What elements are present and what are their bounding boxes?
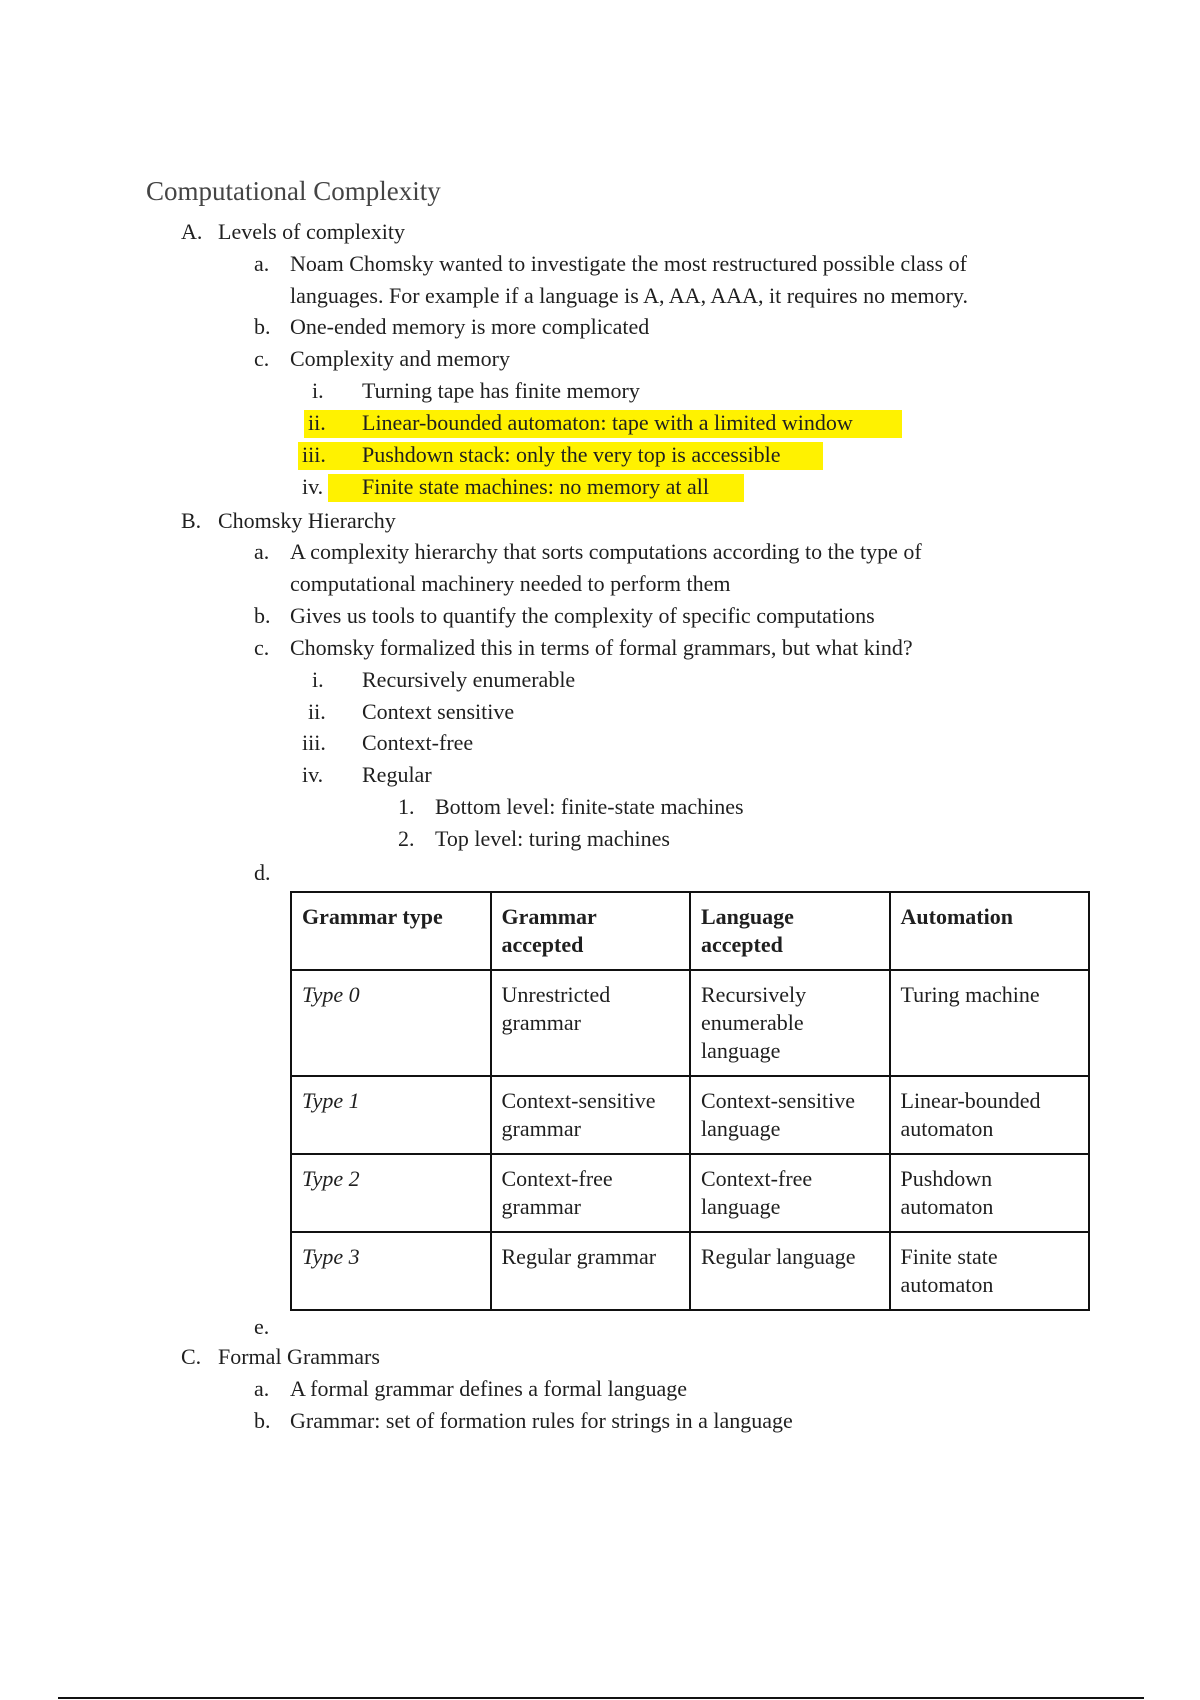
item-marker: ii.	[308, 699, 326, 724]
table-cell: Recursively enumerable language	[690, 970, 890, 1076]
table-cell: Context-sensitive grammar	[491, 1076, 691, 1154]
item-marker: c.	[254, 346, 270, 371]
item-marker: e.	[254, 1314, 270, 1339]
item-marker: 1.	[398, 794, 415, 819]
table-cell: Turing machine	[890, 970, 1090, 1076]
section-a-marker: A.	[181, 219, 203, 244]
item-marker: ii.	[308, 410, 326, 435]
item-text-continuation: languages. For example if a language is A, AA, AAA, it requires no memory.	[290, 283, 968, 308]
item-marker: 2.	[398, 826, 415, 851]
table-cell: Regular grammar	[491, 1232, 691, 1310]
section-b-label: Chomsky Hierarchy	[218, 508, 396, 533]
column-header: Automation	[890, 892, 1090, 970]
item-text: Regular	[362, 762, 432, 787]
item-marker: b.	[254, 314, 271, 339]
item-marker: iii.	[302, 730, 326, 755]
item-marker: d.	[254, 860, 271, 885]
item-text: Context sensitive	[362, 699, 515, 724]
item-text: Recursively enumerable	[362, 667, 576, 692]
item-marker: i.	[312, 378, 324, 403]
table-cell: Linear-bounded automaton	[890, 1076, 1090, 1154]
item-text: A complexity hierarchy that sorts computations according to the type of	[290, 539, 922, 564]
section-a-label: Levels of complexity	[218, 219, 405, 244]
item-marker: a.	[254, 539, 270, 564]
section-c-marker: C.	[181, 1344, 202, 1369]
table-cell: Type 3	[291, 1232, 491, 1310]
item-text: Grammar: set of formation rules for strings in a language	[290, 1408, 793, 1433]
item-marker: iv.	[302, 762, 324, 787]
table-cell: Type 0	[291, 970, 491, 1076]
table-cell: Regular language	[690, 1232, 890, 1310]
item-text: Chomsky formalized this in terms of formal grammars, but what kind?	[290, 635, 913, 660]
table-row	[291, 1154, 1089, 1232]
section-b-marker: B.	[181, 508, 202, 533]
table-cell: Unrestricted grammar	[491, 970, 691, 1076]
item-text: Turning tape has finite memory	[362, 378, 640, 403]
item-marker: c.	[254, 635, 270, 660]
table-cell: Context-free grammar	[491, 1154, 691, 1232]
item-text: Complexity and memory	[290, 346, 510, 371]
grammar-table	[290, 891, 1090, 1311]
table-row	[291, 970, 1089, 1076]
table-row	[291, 1076, 1089, 1154]
column-header: Grammar type	[291, 892, 491, 970]
table-cell: Pushdown automaton	[890, 1154, 1090, 1232]
item-text: Gives us tools to quantify the complexity of specific computations	[290, 603, 875, 628]
column-header: Language accepted	[690, 892, 890, 970]
item-text: Linear-bounded automaton: tape with a limited window	[362, 410, 853, 435]
item-text: Bottom level: finite-state machines	[435, 794, 744, 819]
column-header: Grammar accepted	[491, 892, 691, 970]
page-bottom-rule	[58, 1697, 1144, 1699]
table-row	[291, 1232, 1089, 1310]
table-header-row	[291, 892, 1089, 970]
item-text: Pushdown stack: only the very top is accessible	[362, 442, 781, 467]
item-text: Context-free	[362, 730, 474, 755]
page-title: Computational Complexity	[146, 176, 441, 206]
item-marker: iv.	[302, 474, 324, 499]
item-marker: a.	[254, 251, 270, 276]
item-text: Noam Chomsky wanted to investigate the most restructured possible class of	[290, 251, 967, 276]
table-cell: Type 2	[291, 1154, 491, 1232]
item-text: One-ended memory is more complicated	[290, 314, 650, 339]
item-text-continuation: computational machinery needed to perform them	[290, 571, 731, 596]
item-marker: b.	[254, 603, 271, 628]
item-marker: iii.	[302, 442, 326, 467]
item-marker: a.	[254, 1376, 270, 1401]
item-text: Finite state machines: no memory at all	[362, 474, 710, 499]
table-cell: Type 1	[291, 1076, 491, 1154]
table-cell: Context-sensitive language	[690, 1076, 890, 1154]
item-text: A formal grammar defines a formal language	[290, 1376, 688, 1401]
section-c-label: Formal Grammars	[218, 1344, 380, 1369]
item-marker: b.	[254, 1408, 271, 1433]
item-text: Top level: turing machines	[435, 826, 670, 851]
table-cell: Finite state automaton	[890, 1232, 1090, 1310]
item-marker: i.	[312, 667, 324, 692]
table-cell: Context-free language	[690, 1154, 890, 1232]
